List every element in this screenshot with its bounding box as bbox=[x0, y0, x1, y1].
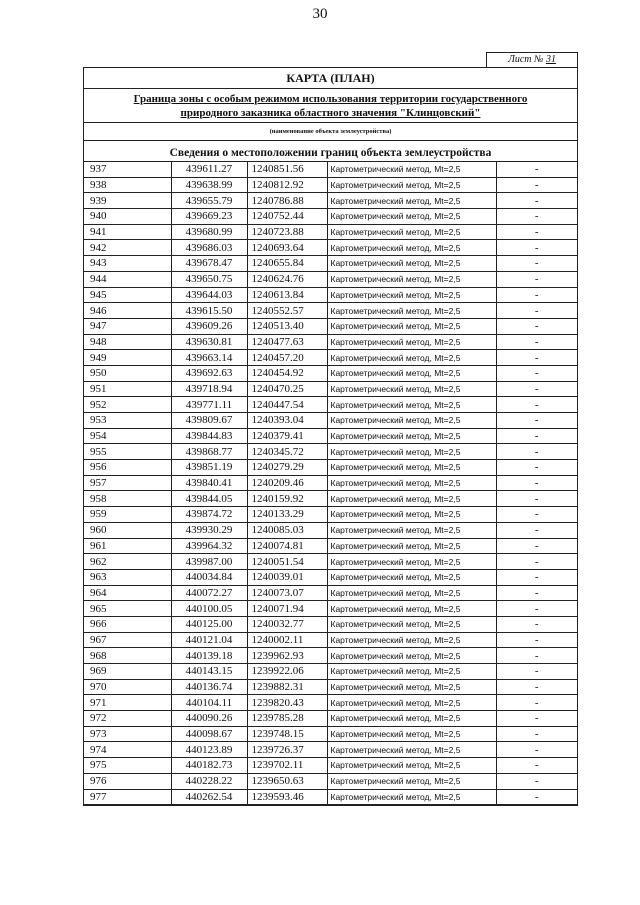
point-number-cell: 941 bbox=[84, 224, 171, 240]
method-cell: Картометрический метод, Mt=2,5 bbox=[327, 695, 496, 711]
method-cell: Картометрический метод, Mt=2,5 bbox=[327, 773, 496, 789]
sheet-label: Лист № bbox=[508, 54, 544, 65]
table-row bbox=[84, 711, 577, 727]
table-row bbox=[84, 695, 577, 711]
table-row bbox=[84, 554, 577, 570]
point-number-cell: 946 bbox=[84, 303, 171, 319]
point-number-cell: 942 bbox=[84, 240, 171, 256]
point-number-cell: 944 bbox=[84, 271, 171, 287]
note-cell: - bbox=[496, 632, 577, 648]
note-cell: - bbox=[496, 664, 577, 680]
point-number-cell: 960 bbox=[84, 522, 171, 538]
y-coordinate-cell: 1239650.63 bbox=[247, 773, 327, 789]
y-coordinate-cell: 1240002.11 bbox=[247, 632, 327, 648]
x-coordinate-cell: 440090.26 bbox=[171, 711, 247, 727]
coordinates-table bbox=[84, 162, 577, 805]
note-cell: - bbox=[496, 773, 577, 789]
point-number-cell: 948 bbox=[84, 334, 171, 350]
table-row bbox=[84, 444, 577, 460]
x-coordinate-cell: 440121.04 bbox=[171, 632, 247, 648]
x-coordinate-cell: 440262.54 bbox=[171, 789, 247, 805]
table-row bbox=[84, 742, 577, 758]
page-number: 30 bbox=[312, 6, 328, 22]
note-cell: - bbox=[496, 381, 577, 397]
method-cell: Картометрический метод, Mt=2,5 bbox=[327, 601, 496, 617]
y-coordinate-cell: 1240457.20 bbox=[247, 350, 327, 366]
y-coordinate-cell: 1240851.56 bbox=[247, 162, 327, 177]
table-row bbox=[84, 318, 577, 334]
note-cell: - bbox=[496, 491, 577, 507]
document-title: КАРТА (ПЛАН) bbox=[84, 68, 577, 89]
note-cell: - bbox=[496, 679, 577, 695]
y-coordinate-cell: 1239593.46 bbox=[247, 789, 327, 805]
method-cell: Картометрический метод, Mt=2,5 bbox=[327, 648, 496, 664]
note-cell: - bbox=[496, 318, 577, 334]
method-cell: Картометрический метод, Mt=2,5 bbox=[327, 569, 496, 585]
method-cell: Картометрический метод, Mt=2,5 bbox=[327, 758, 496, 774]
method-cell: Картометрический метод, Mt=2,5 bbox=[327, 397, 496, 413]
point-number-cell: 954 bbox=[84, 428, 171, 444]
note-cell: - bbox=[496, 742, 577, 758]
note-cell: - bbox=[496, 350, 577, 366]
note-cell: - bbox=[496, 193, 577, 209]
y-coordinate-cell: 1240209.46 bbox=[247, 475, 327, 491]
table-row bbox=[84, 569, 577, 585]
table-row bbox=[84, 632, 577, 648]
note-cell: - bbox=[496, 695, 577, 711]
object-name-line-2: природного заказника областного значения "Клинцовский" bbox=[180, 107, 481, 119]
note-cell: - bbox=[496, 554, 577, 570]
x-coordinate-cell: 439611.27 bbox=[171, 162, 247, 177]
y-coordinate-cell: 1240071.94 bbox=[247, 601, 327, 617]
y-coordinate-cell: 1240032.77 bbox=[247, 616, 327, 632]
table-row bbox=[84, 538, 577, 554]
y-coordinate-cell: 1239882.31 bbox=[247, 679, 327, 695]
method-cell: Картометрический метод, Mt=2,5 bbox=[327, 460, 496, 476]
x-coordinate-cell: 439964.32 bbox=[171, 538, 247, 554]
x-coordinate-cell: 439987.00 bbox=[171, 554, 247, 570]
point-number-cell: 974 bbox=[84, 742, 171, 758]
x-coordinate-cell: 440123.89 bbox=[171, 742, 247, 758]
y-coordinate-cell: 1239820.43 bbox=[247, 695, 327, 711]
table-row bbox=[84, 648, 577, 664]
y-coordinate-cell: 1240133.29 bbox=[247, 507, 327, 523]
x-coordinate-cell: 439644.03 bbox=[171, 287, 247, 303]
note-cell: - bbox=[496, 522, 577, 538]
method-cell: Картометрический метод, Mt=2,5 bbox=[327, 334, 496, 350]
note-cell: - bbox=[496, 616, 577, 632]
y-coordinate-cell: 1240345.72 bbox=[247, 444, 327, 460]
y-coordinate-cell: 1240655.84 bbox=[247, 256, 327, 272]
point-number-cell: 957 bbox=[84, 475, 171, 491]
point-number-cell: 939 bbox=[84, 193, 171, 209]
table-row bbox=[84, 365, 577, 381]
method-cell: Картометрический метод, Mt=2,5 bbox=[327, 350, 496, 366]
point-number-cell: 950 bbox=[84, 365, 171, 381]
table-row bbox=[84, 726, 577, 742]
y-coordinate-cell: 1240039.01 bbox=[247, 569, 327, 585]
point-number-cell: 956 bbox=[84, 460, 171, 476]
sheet-number: 31 bbox=[545, 54, 556, 65]
method-cell: Картометрический метод, Mt=2,5 bbox=[327, 726, 496, 742]
method-cell: Картометрический метод, Mt=2,5 bbox=[327, 224, 496, 240]
point-number-cell: 967 bbox=[84, 632, 171, 648]
point-number-cell: 952 bbox=[84, 397, 171, 413]
method-cell: Картометрический метод, Mt=2,5 bbox=[327, 507, 496, 523]
note-cell: - bbox=[496, 601, 577, 617]
method-cell: Картометрический метод, Mt=2,5 bbox=[327, 554, 496, 570]
method-cell: Картометрический метод, Mt=2,5 bbox=[327, 303, 496, 319]
table-row bbox=[84, 460, 577, 476]
note-cell: - bbox=[496, 240, 577, 256]
x-coordinate-cell: 439692.63 bbox=[171, 365, 247, 381]
y-coordinate-cell: 1240477.63 bbox=[247, 334, 327, 350]
map-plan-frame bbox=[83, 67, 578, 806]
x-coordinate-cell: 439686.03 bbox=[171, 240, 247, 256]
note-cell: - bbox=[496, 726, 577, 742]
table-row bbox=[84, 664, 577, 680]
method-cell: Картометрический метод, Mt=2,5 bbox=[327, 444, 496, 460]
point-number-cell: 968 bbox=[84, 648, 171, 664]
note-cell: - bbox=[496, 507, 577, 523]
y-coordinate-cell: 1240051.54 bbox=[247, 554, 327, 570]
x-coordinate-cell: 439663.14 bbox=[171, 350, 247, 366]
method-cell: Картометрический метод, Mt=2,5 bbox=[327, 177, 496, 193]
table-row bbox=[84, 287, 577, 303]
x-coordinate-cell: 440143.15 bbox=[171, 664, 247, 680]
object-name-caption: (наименование объекта землеустройства) bbox=[84, 123, 577, 141]
method-cell: Картометрический метод, Mt=2,5 bbox=[327, 413, 496, 429]
y-coordinate-cell: 1240454.92 bbox=[247, 365, 327, 381]
table-row bbox=[84, 491, 577, 507]
table-row bbox=[84, 334, 577, 350]
table-row bbox=[84, 601, 577, 617]
x-coordinate-cell: 440228.22 bbox=[171, 773, 247, 789]
table-row bbox=[84, 507, 577, 523]
point-number-cell: 951 bbox=[84, 381, 171, 397]
table-row bbox=[84, 381, 577, 397]
method-cell: Картометрический метод, Mt=2,5 bbox=[327, 475, 496, 491]
method-cell: Картометрический метод, Mt=2,5 bbox=[327, 256, 496, 272]
table-row bbox=[84, 616, 577, 632]
point-number-cell: 972 bbox=[84, 711, 171, 727]
note-cell: - bbox=[496, 162, 577, 177]
note-cell: - bbox=[496, 460, 577, 476]
x-coordinate-cell: 440125.00 bbox=[171, 616, 247, 632]
note-cell: - bbox=[496, 271, 577, 287]
point-number-cell: 964 bbox=[84, 585, 171, 601]
y-coordinate-cell: 1240073.07 bbox=[247, 585, 327, 601]
x-coordinate-cell: 440104.11 bbox=[171, 695, 247, 711]
y-coordinate-cell: 1239726.37 bbox=[247, 742, 327, 758]
method-cell: Картометрический метод, Mt=2,5 bbox=[327, 271, 496, 287]
y-coordinate-cell: 1239785.28 bbox=[247, 711, 327, 727]
method-cell: Картометрический метод, Mt=2,5 bbox=[327, 240, 496, 256]
method-cell: Картометрический метод, Mt=2,5 bbox=[327, 491, 496, 507]
note-cell: - bbox=[496, 287, 577, 303]
table-row bbox=[84, 758, 577, 774]
y-coordinate-cell: 1240470.25 bbox=[247, 381, 327, 397]
y-coordinate-cell: 1240074.81 bbox=[247, 538, 327, 554]
x-coordinate-cell: 440182.73 bbox=[171, 758, 247, 774]
object-name bbox=[84, 89, 577, 123]
x-coordinate-cell: 439630.81 bbox=[171, 334, 247, 350]
table-row bbox=[84, 177, 577, 193]
x-coordinate-cell: 439609.26 bbox=[171, 318, 247, 334]
note-cell: - bbox=[496, 413, 577, 429]
table-row bbox=[84, 350, 577, 366]
x-coordinate-cell: 439771.11 bbox=[171, 397, 247, 413]
note-cell: - bbox=[496, 444, 577, 460]
y-coordinate-cell: 1240379.41 bbox=[247, 428, 327, 444]
y-coordinate-cell: 1240693.64 bbox=[247, 240, 327, 256]
y-coordinate-cell: 1239922.06 bbox=[247, 664, 327, 680]
object-name-line-1: Граница зоны с особым режимом использования территории государственного bbox=[133, 93, 528, 105]
point-number-cell: 963 bbox=[84, 569, 171, 585]
table-row bbox=[84, 585, 577, 601]
method-cell: Картометрический метод, Mt=2,5 bbox=[327, 538, 496, 554]
y-coordinate-cell: 1240279.29 bbox=[247, 460, 327, 476]
note-cell: - bbox=[496, 365, 577, 381]
y-coordinate-cell: 1240624.76 bbox=[247, 271, 327, 287]
note-cell: - bbox=[496, 758, 577, 774]
y-coordinate-cell: 1240447.54 bbox=[247, 397, 327, 413]
table-row bbox=[84, 209, 577, 225]
note-cell: - bbox=[496, 475, 577, 491]
note-cell: - bbox=[496, 209, 577, 225]
point-number-cell: 953 bbox=[84, 413, 171, 429]
note-cell: - bbox=[496, 428, 577, 444]
x-coordinate-cell: 439638.99 bbox=[171, 177, 247, 193]
point-number-cell: 966 bbox=[84, 616, 171, 632]
method-cell: Картометрический метод, Mt=2,5 bbox=[327, 428, 496, 444]
method-cell: Картометрический метод, Mt=2,5 bbox=[327, 162, 496, 177]
method-cell: Картометрический метод, Mt=2,5 bbox=[327, 318, 496, 334]
y-coordinate-cell: 1240613.84 bbox=[247, 287, 327, 303]
y-coordinate-cell: 1240812.92 bbox=[247, 177, 327, 193]
point-number-cell: 959 bbox=[84, 507, 171, 523]
x-coordinate-cell: 439680.99 bbox=[171, 224, 247, 240]
point-number-cell: 943 bbox=[84, 256, 171, 272]
x-coordinate-cell: 439874.72 bbox=[171, 507, 247, 523]
table-row bbox=[84, 428, 577, 444]
y-coordinate-cell: 1239702.11 bbox=[247, 758, 327, 774]
table-row bbox=[84, 773, 577, 789]
y-coordinate-cell: 1240159.92 bbox=[247, 491, 327, 507]
x-coordinate-cell: 439809.67 bbox=[171, 413, 247, 429]
point-number-cell: 971 bbox=[84, 695, 171, 711]
table-row bbox=[84, 303, 577, 319]
y-coordinate-cell: 1240752.44 bbox=[247, 209, 327, 225]
table-row bbox=[84, 679, 577, 695]
section-title: Сведения о местоположении границ объекта землеустройства bbox=[84, 141, 577, 162]
point-number-cell: 962 bbox=[84, 554, 171, 570]
y-coordinate-cell: 1239748.15 bbox=[247, 726, 327, 742]
note-cell: - bbox=[496, 334, 577, 350]
x-coordinate-cell: 439840.41 bbox=[171, 475, 247, 491]
note-cell: - bbox=[496, 224, 577, 240]
point-number-cell: 970 bbox=[84, 679, 171, 695]
method-cell: Картометрический метод, Mt=2,5 bbox=[327, 585, 496, 601]
method-cell: Картометрический метод, Mt=2,5 bbox=[327, 742, 496, 758]
y-coordinate-cell: 1240723.88 bbox=[247, 224, 327, 240]
point-number-cell: 976 bbox=[84, 773, 171, 789]
x-coordinate-cell: 439930.29 bbox=[171, 522, 247, 538]
table-row bbox=[84, 789, 577, 805]
method-cell: Картометрический метод, Mt=2,5 bbox=[327, 381, 496, 397]
point-number-cell: 961 bbox=[84, 538, 171, 554]
note-cell: - bbox=[496, 789, 577, 805]
x-coordinate-cell: 439650.75 bbox=[171, 271, 247, 287]
table-row bbox=[84, 224, 577, 240]
point-number-cell: 949 bbox=[84, 350, 171, 366]
y-coordinate-cell: 1240513.40 bbox=[247, 318, 327, 334]
note-cell: - bbox=[496, 538, 577, 554]
point-number-cell: 940 bbox=[84, 209, 171, 225]
table-row bbox=[84, 397, 577, 413]
table-row bbox=[84, 475, 577, 491]
note-cell: - bbox=[496, 569, 577, 585]
x-coordinate-cell: 440136.74 bbox=[171, 679, 247, 695]
y-coordinate-cell: 1240393.04 bbox=[247, 413, 327, 429]
x-coordinate-cell: 440139.18 bbox=[171, 648, 247, 664]
x-coordinate-cell: 440034.84 bbox=[171, 569, 247, 585]
x-coordinate-cell: 440098.67 bbox=[171, 726, 247, 742]
point-number-cell: 955 bbox=[84, 444, 171, 460]
method-cell: Картометрический метод, Mt=2,5 bbox=[327, 679, 496, 695]
x-coordinate-cell: 439868.77 bbox=[171, 444, 247, 460]
point-number-cell: 945 bbox=[84, 287, 171, 303]
x-coordinate-cell: 440072.27 bbox=[171, 585, 247, 601]
table-row bbox=[84, 413, 577, 429]
table-row bbox=[84, 522, 577, 538]
table-row bbox=[84, 162, 577, 177]
y-coordinate-cell: 1240552.57 bbox=[247, 303, 327, 319]
note-cell: - bbox=[496, 711, 577, 727]
method-cell: Картометрический метод, Mt=2,5 bbox=[327, 365, 496, 381]
x-coordinate-cell: 439669.23 bbox=[171, 209, 247, 225]
point-number-cell: 965 bbox=[84, 601, 171, 617]
x-coordinate-cell: 440100.05 bbox=[171, 601, 247, 617]
point-number-cell: 958 bbox=[84, 491, 171, 507]
table-row bbox=[84, 271, 577, 287]
point-number-cell: 973 bbox=[84, 726, 171, 742]
x-coordinate-cell: 439844.83 bbox=[171, 428, 247, 444]
note-cell: - bbox=[496, 303, 577, 319]
method-cell: Картометрический метод, Mt=2,5 bbox=[327, 193, 496, 209]
method-cell: Картометрический метод, Mt=2,5 bbox=[327, 522, 496, 538]
note-cell: - bbox=[496, 177, 577, 193]
table-row bbox=[84, 193, 577, 209]
y-coordinate-cell: 1240786.88 bbox=[247, 193, 327, 209]
method-cell: Картометрический метод, Mt=2,5 bbox=[327, 616, 496, 632]
method-cell: Картометрический метод, Mt=2,5 bbox=[327, 632, 496, 648]
x-coordinate-cell: 439655.79 bbox=[171, 193, 247, 209]
point-number-cell: 977 bbox=[84, 789, 171, 805]
y-coordinate-cell: 1239962.93 bbox=[247, 648, 327, 664]
point-number-cell: 938 bbox=[84, 177, 171, 193]
method-cell: Картометрический метод, Mt=2,5 bbox=[327, 664, 496, 680]
table-row bbox=[84, 240, 577, 256]
method-cell: Картометрический метод, Mt=2,5 bbox=[327, 789, 496, 805]
point-number-cell: 947 bbox=[84, 318, 171, 334]
note-cell: - bbox=[496, 397, 577, 413]
y-coordinate-cell: 1240085.03 bbox=[247, 522, 327, 538]
method-cell: Картометрический метод, Mt=2,5 bbox=[327, 287, 496, 303]
point-number-cell: 969 bbox=[84, 664, 171, 680]
point-number-cell: 937 bbox=[84, 162, 171, 177]
table-row bbox=[84, 256, 577, 272]
x-coordinate-cell: 439615.50 bbox=[171, 303, 247, 319]
x-coordinate-cell: 439678.47 bbox=[171, 256, 247, 272]
sheet-number-box bbox=[486, 52, 578, 68]
method-cell: Картометрический метод, Mt=2,5 bbox=[327, 209, 496, 225]
x-coordinate-cell: 439844.05 bbox=[171, 491, 247, 507]
x-coordinate-cell: 439851.19 bbox=[171, 460, 247, 476]
note-cell: - bbox=[496, 256, 577, 272]
note-cell: - bbox=[496, 648, 577, 664]
method-cell: Картометрический метод, Mt=2,5 bbox=[327, 711, 496, 727]
note-cell: - bbox=[496, 585, 577, 601]
x-coordinate-cell: 439718.94 bbox=[171, 381, 247, 397]
point-number-cell: 975 bbox=[84, 758, 171, 774]
